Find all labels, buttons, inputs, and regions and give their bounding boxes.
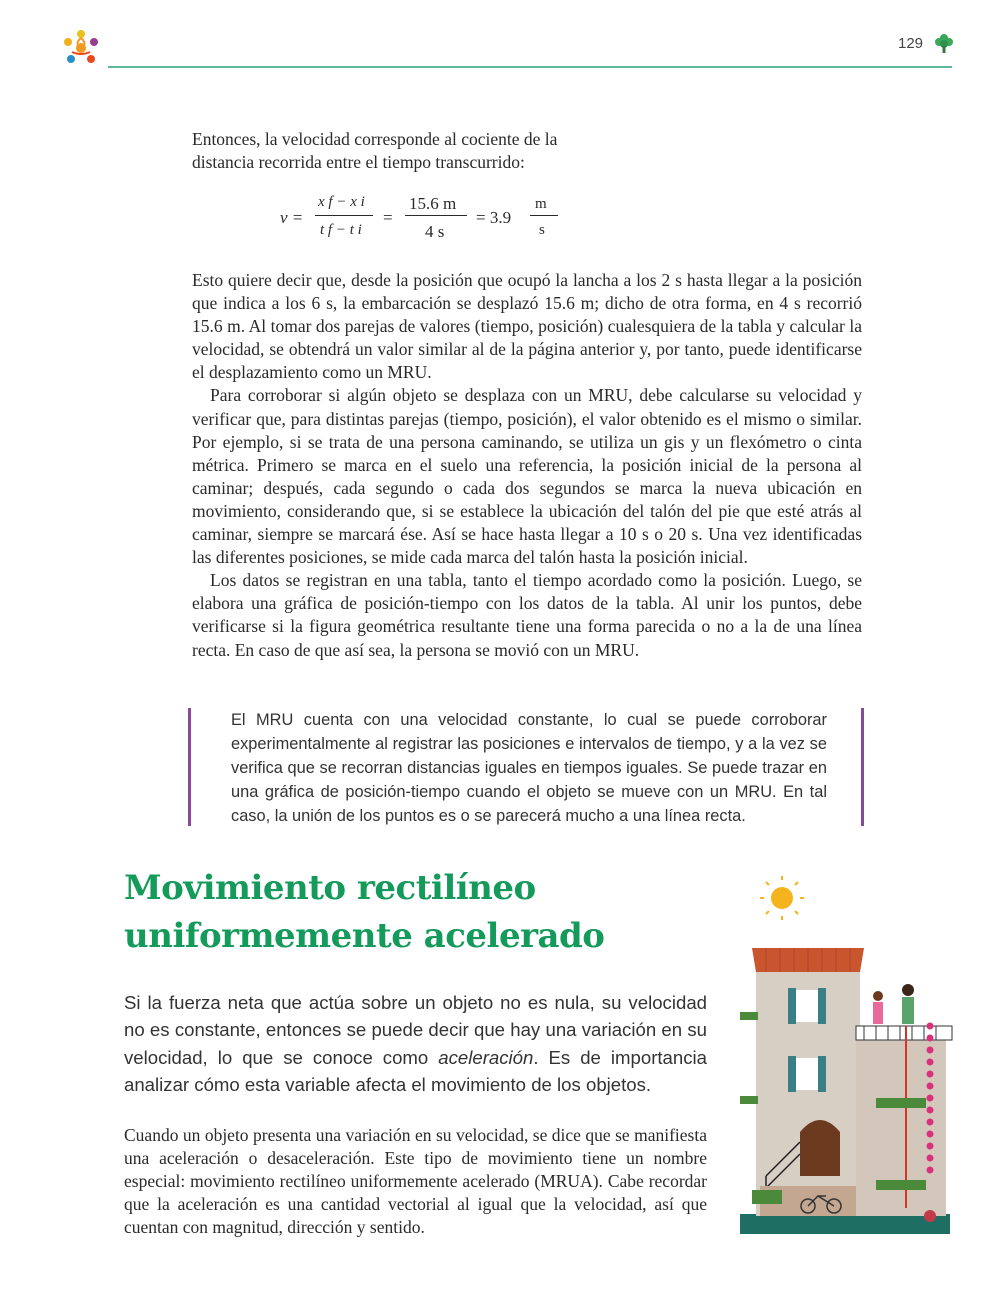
paragraph-2 [192,384,862,569]
sun-icon [760,876,804,920]
section-intro [124,989,707,1099]
section-title-line-1: Movimiento rectilíneo [124,868,536,908]
building-illustration [736,876,954,1236]
formula-denominator-3: s [539,222,545,238]
formula-numerator-1: x f − x i [318,194,365,210]
formula-denominator-2: 4 s [425,222,445,241]
fraction-bar-3 [530,215,558,216]
abbr-mru: MRU [588,385,629,406]
fraction-bar-2 [405,215,467,216]
abbr-mru: MRU [594,639,635,660]
section-body-text: Cuando un objeto presenta una variación en su velocidad, se dice que se manifiesta una aceleración o desaceleración. Este tipo de movimiento tiene un nombre especial: movimiento rectilíneo uniformemente acelerado ( [124,1125,707,1192]
abbr-mru: MRU [387,362,428,383]
callout-end: . En tal caso, la unión de los puntos es o se parecerá mucho a una línea recta. [231,783,827,825]
abbr-mru: MRU [256,711,294,729]
page-number: 129 [898,35,924,52]
section-title-line-2: uniformemente acelerado [124,916,605,956]
callout-start: El [231,711,257,729]
paragraph-2-text: , debe calcularse su velocidad y verificar que, para distintas parejas (tiempo, posición), el valor obtenido es el mismo o similar. Por ejemplo, si se trata de una persona caminando, se utiliza un gis y un flexómetro o cinta métrica. Primero se marca en el suelo una referencia, la posición inicial de la persona al caminar; después, cada segundo o cada dos segundos se marca la nueva ubicación en movimiento, considerando que, si se establece la ubicación del talón del pie que esté atrás al caminar, siempre se marcará ése. Así se hace hasta llegar a 10 s o 20 s. Una vez identificadas las diferentes posiciones, se mide cada marca del talón hasta la posición inicial. [192,385,862,568]
paragraph-1-end: . [427,362,432,383]
formula-equals-1: = [383,208,393,227]
paragraph-3-text: Los datos se registran en una tabla, tanto el tiempo acordado como la posición. Luego, se elabora una gráfica de posición-tiempo con los datos de la tabla. Al unir los puntos, debe verificarse si la figura geométrica resultante tiene una forma parecida o no a la de una línea recta. En caso de que así sea, la persona se movió con un [192,570,862,660]
section-intro-text: Si la fuerza neta que actúa sobre un objeto no es nula, su velocidad no es constante, entonces se puede decir que hay una variación en su velocidad, lo que se conoce como [124,992,707,1068]
section-body-end: ). Cabe recordar que la aceleración es una cantidad vectorial al igual que la velocidad, así que cuentan con magnitud, dirección y sentido. [124,1171,707,1238]
emphasis-aceleracion: aceleración [438,1046,534,1068]
formula-numerator-2: 15.6 m [409,194,457,213]
section-intro-end: . Es de importancia analizar cómo esta variable afecta el movimiento de los objetos. [124,1046,708,1096]
paragraph-3 [192,569,862,661]
intro-paragraph [192,128,612,174]
tree-icon [933,32,955,54]
formula-numerator-3: m [535,196,547,212]
main-text [192,269,862,662]
intro-line-1: Entonces, la velocidad corresponde al cociente de la [192,129,558,149]
paragraph-1 [192,269,862,384]
formula-denominator-1: t f − t i [320,222,362,238]
formula-v: v = [280,208,304,227]
abbr-mrua: MRUA [540,1171,593,1192]
paragraph-1-text: Esto quiere decir que, desde la posición que ocupó la lancha a los 2 s hasta llegar a la posición que indica a los 6 s, la embarcación se desplazó 15.6 m; dicho de otra forma, en 4 s recorrió 15.6 m. Al tomar dos parejas de valores (tiempo, posición) cualesquiera de la tabla y calcular la velocidad, se obtendrá un valor similar al de la página anterior y, por tanto, puede identificarse el desplazamiento como un [192,270,862,383]
abbr-mru: MRU [734,783,773,801]
formula-equals-2: = 3.9 [476,208,512,227]
flower-logo-icon [58,26,104,70]
fraction-bar-1 [315,215,373,216]
callout-text [231,708,827,828]
header-rule [108,66,952,68]
section-title [124,864,684,960]
velocity-formula [275,188,575,248]
callout-box [188,708,864,826]
paragraph-2-start: Para corroborar si algún objeto se desplaza con un [210,385,589,406]
paragraph-3-end: . [634,639,640,660]
section-body [124,1124,707,1239]
callout-body: cuenta con una velocidad constante, lo cual se puede corroborar experimentalmente al registrar las posiciones e intervalos de tiempo, y a la vez se verifica que se recorran distancias iguales en tiempos iguales. Se puede trazar en una gráfica de posición-tiempo cuando el objeto se mueve con un [231,711,827,801]
intro-line-2: distancia recorrida entre el tiempo transcurrido: [192,152,525,173]
